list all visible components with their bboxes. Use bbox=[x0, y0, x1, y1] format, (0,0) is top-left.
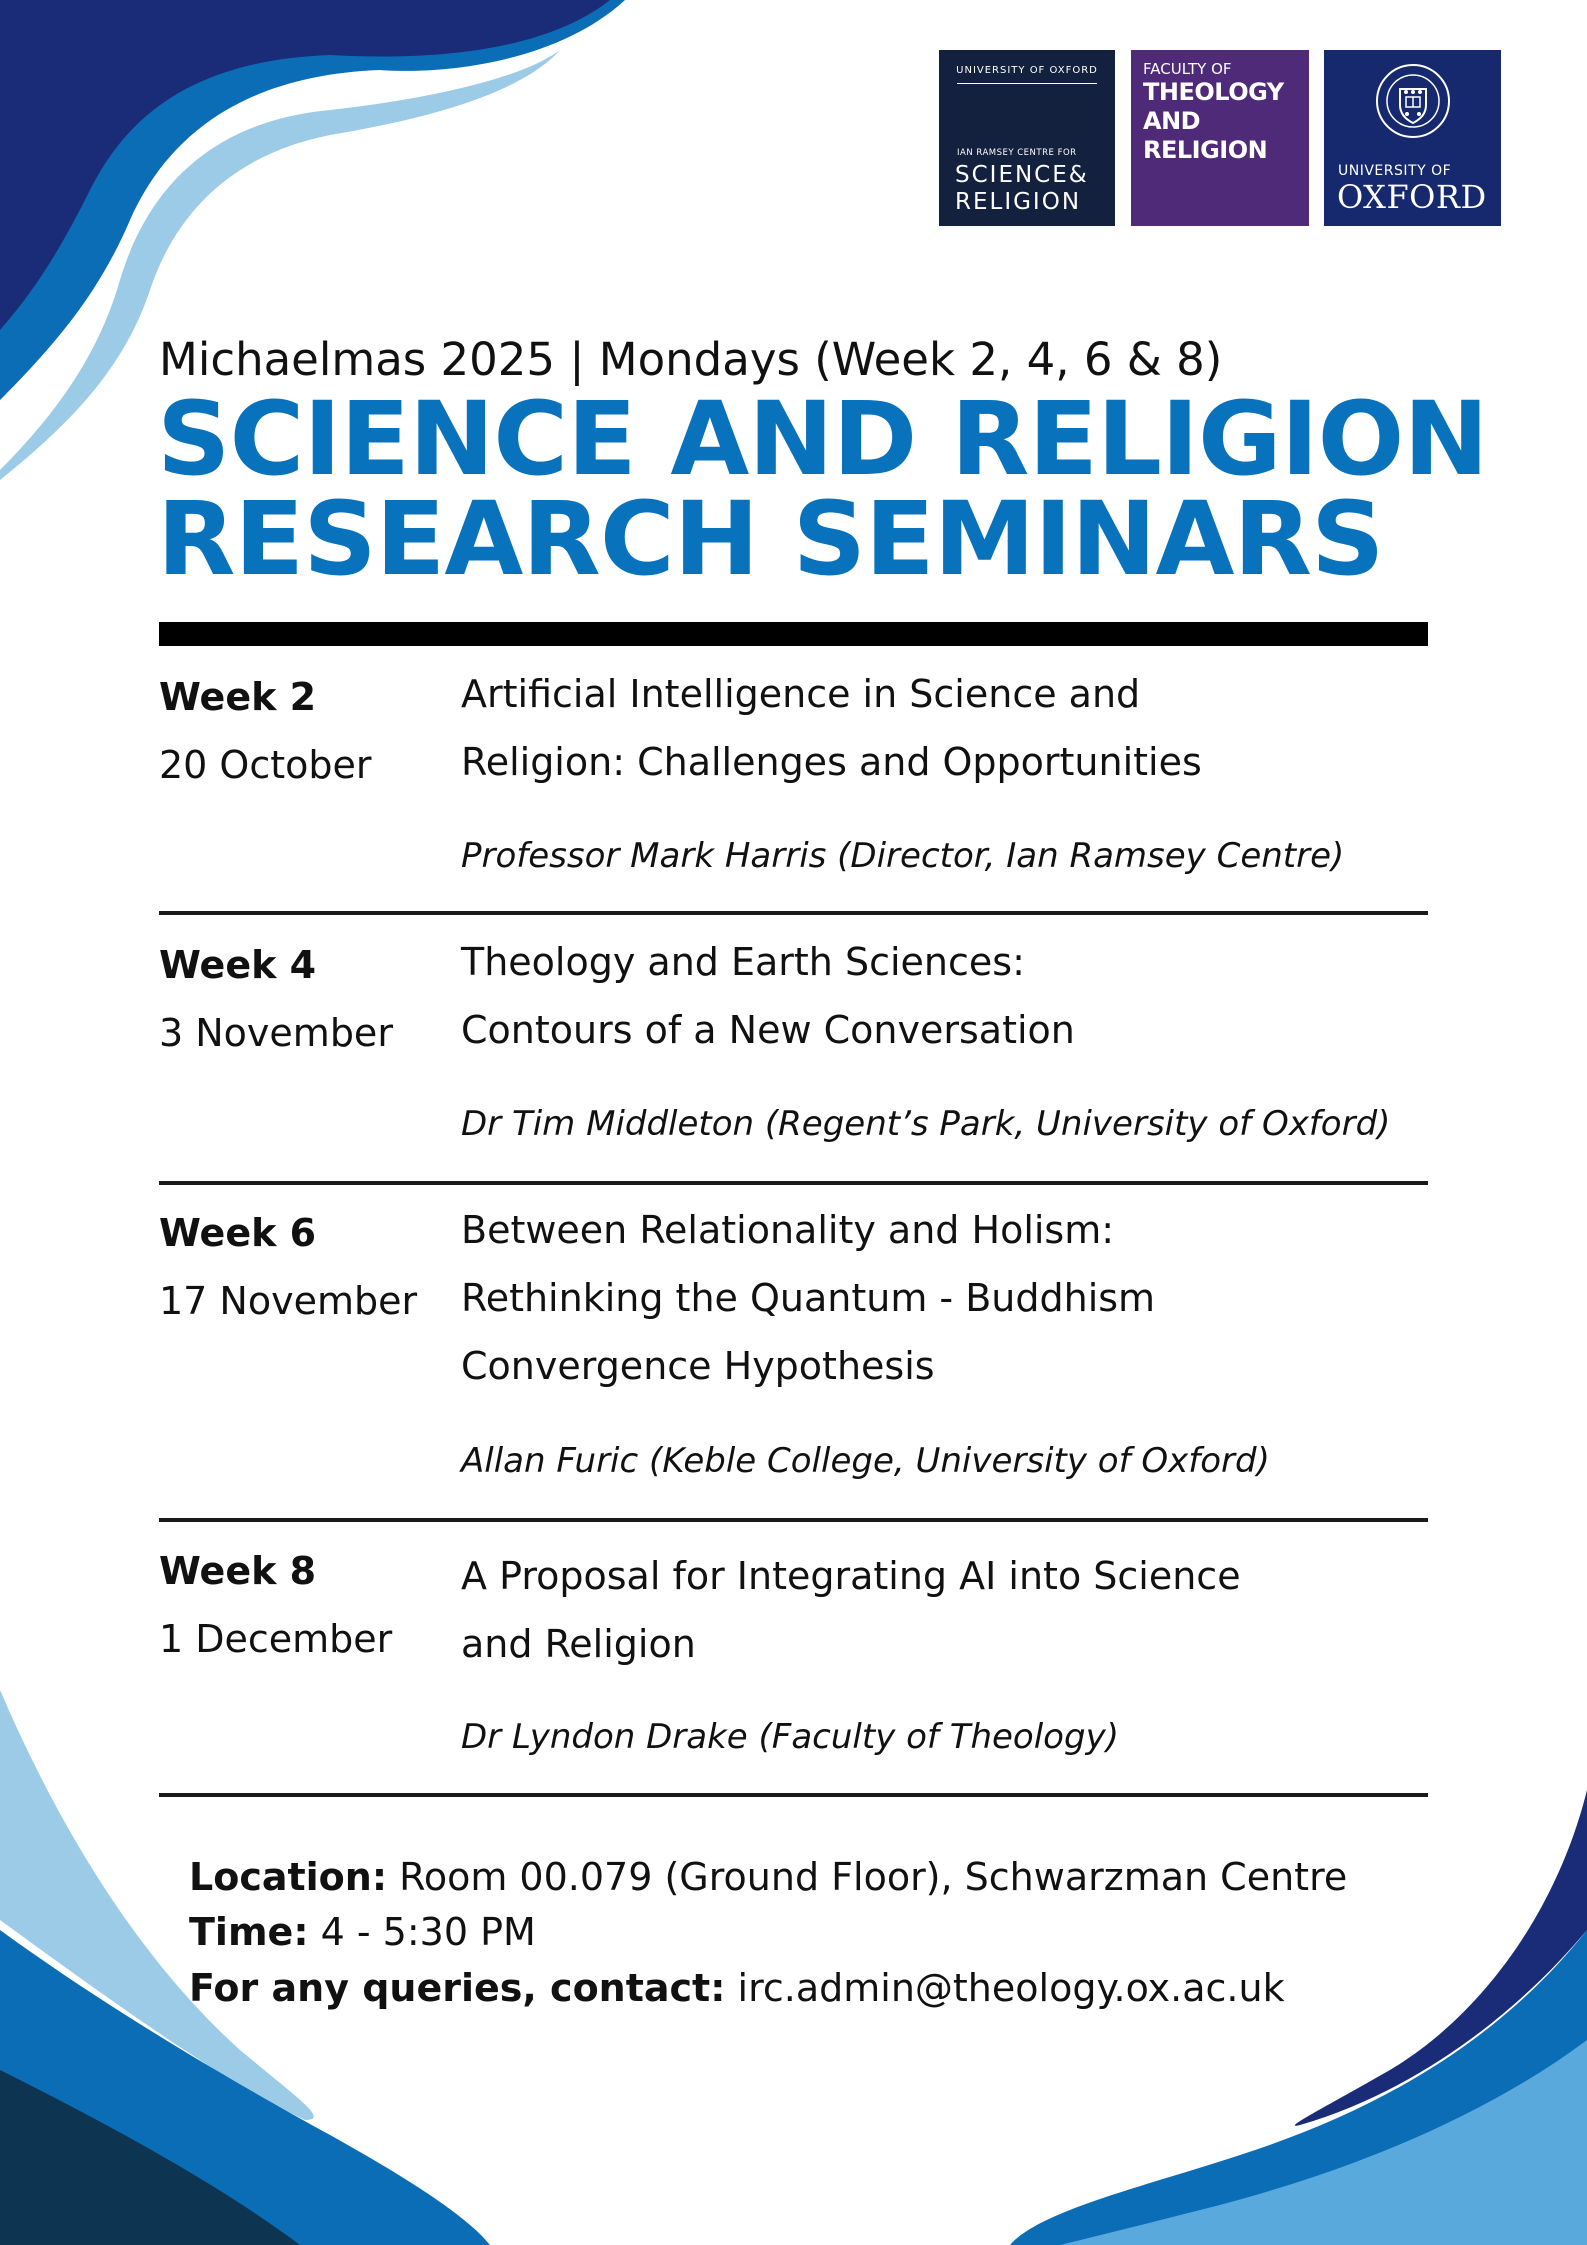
seminar-week: Week 6 bbox=[159, 1211, 317, 1255]
seminar-title bbox=[461, 1542, 1241, 1678]
seminar-row bbox=[159, 1201, 1428, 1522]
seminar-title-line: Religion: Challenges and Opportunities bbox=[461, 740, 1202, 784]
logo-faculty-name: THEOLOGY AND RELIGION bbox=[1143, 78, 1284, 164]
location-value: Room 00.079 (Ground Floor), Schwarzman Centre bbox=[399, 1855, 1348, 1899]
logo-faculty-prefix: FACULTY OF bbox=[1143, 60, 1232, 78]
faculty-theology-logo bbox=[1131, 50, 1309, 226]
seminar-week: Week 8 bbox=[159, 1549, 317, 1593]
seminar-speaker: Allan Furic (Keble College, University of Oxford) bbox=[461, 1441, 1270, 1481]
page-title bbox=[157, 380, 1488, 599]
time-label: Time: bbox=[189, 1910, 309, 1954]
contact-label: For any queries, contact: bbox=[189, 1966, 726, 2010]
seminar-date: 3 November bbox=[159, 1011, 393, 1055]
seminar-row bbox=[159, 933, 1428, 1185]
seminar-title bbox=[461, 660, 1202, 796]
university-of-oxford-logo bbox=[1324, 50, 1501, 226]
seminar-title bbox=[461, 1196, 1155, 1400]
seminar-speaker: Dr Lyndon Drake (Faculty of Theology) bbox=[461, 1717, 1119, 1757]
logo-oxford: OXFORD bbox=[1337, 178, 1487, 216]
term-subtitle: Michaelmas 2025 | Mondays (Week 2, 4, 6 & 8) bbox=[159, 333, 1223, 386]
title-line-2: RESEARCH SEMINARS bbox=[157, 480, 1384, 599]
contact-email-link[interactable]: irc.admin@theology.ox.ac.uk bbox=[737, 1966, 1285, 2010]
seminar-row bbox=[159, 665, 1428, 915]
title-divider bbox=[159, 622, 1428, 646]
oxford-seal-icon bbox=[1373, 61, 1453, 141]
seminar-speaker: Professor Mark Harris (Director, Ian Ramsey Centre) bbox=[461, 836, 1345, 876]
seminar-title-line: Contours of a New Conversation bbox=[461, 1008, 1075, 1052]
seminar-title-line: Theology and Earth Sciences: bbox=[461, 940, 1025, 984]
seminar-title-line: Convergence Hypothesis bbox=[461, 1344, 935, 1388]
location-label: Location: bbox=[189, 1855, 388, 1899]
seminar-date: 17 November bbox=[159, 1279, 418, 1323]
time-value: 4 - 5:30 PM bbox=[320, 1910, 536, 1954]
logo-science-religion-text: SCIENCE& RELIGION bbox=[955, 162, 1089, 215]
seminar-title-line: A Proposal for Integrating AI into Science bbox=[461, 1554, 1241, 1598]
seminar-title bbox=[461, 928, 1075, 1064]
seminar-speaker: Dr Tim Middleton (Regent’s Park, University of Oxford) bbox=[461, 1104, 1391, 1144]
contact-line bbox=[189, 1966, 1285, 2010]
seminar-week: Week 4 bbox=[159, 943, 317, 987]
ian-ramsey-centre-logo bbox=[939, 50, 1115, 226]
seminar-row bbox=[159, 1539, 1428, 1797]
seminar-week: Week 2 bbox=[159, 675, 317, 719]
seminar-title-line: Artificial Intelligence in Science and bbox=[461, 672, 1141, 716]
title-line-1: SCIENCE AND RELIGION bbox=[157, 380, 1488, 499]
logo-divider bbox=[957, 83, 1097, 84]
seminar-title-line: Rethinking the Quantum - Buddhism bbox=[461, 1276, 1156, 1320]
seminar-title-line: and Religion bbox=[461, 1622, 696, 1666]
logo-university-text: UNIVERSITY OF OXFORD bbox=[956, 65, 1098, 76]
location-line bbox=[189, 1855, 1347, 1899]
time-line bbox=[189, 1910, 536, 1954]
logo-university-of: UNIVERSITY OF bbox=[1338, 163, 1452, 179]
logo-centre-text: IAN RAMSEY CENTRE FOR bbox=[957, 148, 1077, 158]
seminar-date: 20 October bbox=[159, 743, 372, 787]
seminar-date: 1 December bbox=[159, 1617, 393, 1661]
seminar-title-line: Between Relationality and Holism: bbox=[461, 1208, 1115, 1252]
